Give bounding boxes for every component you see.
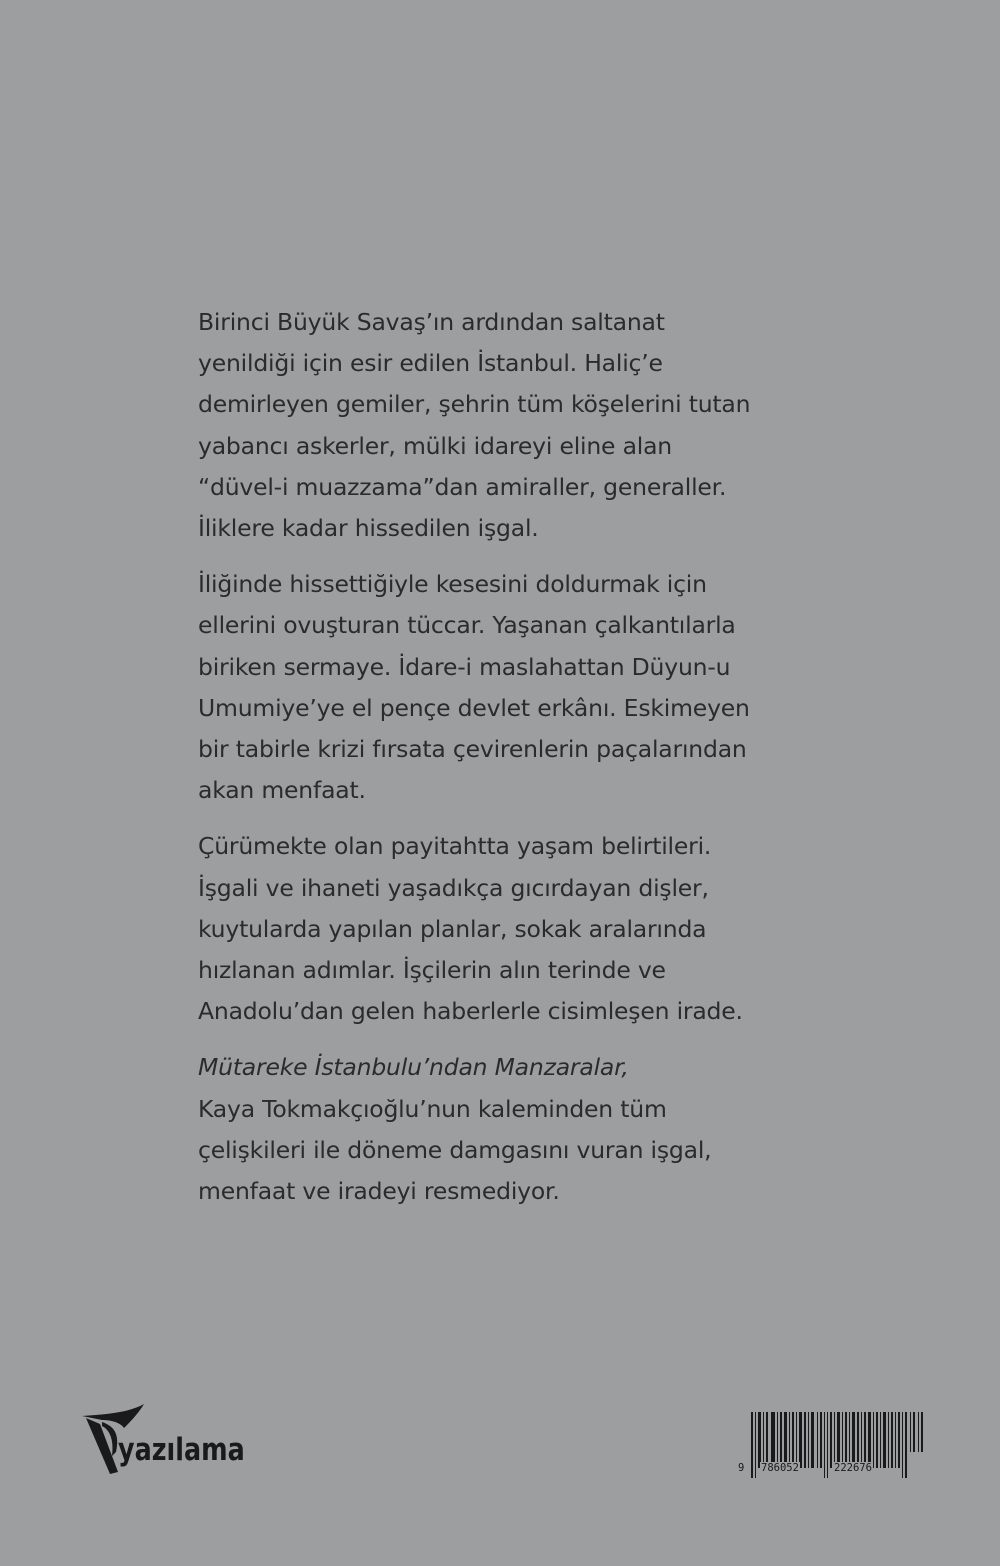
blurb-line: İliklere kadar hissedilen işgal. (198, 514, 539, 543)
publisher-logo-text: yazılama (118, 1432, 245, 1468)
blurb-line: bir tabirle krizi fırsata çevirenlerin paçalarından (198, 735, 747, 764)
blurb-paragraph-3 (198, 826, 838, 1032)
blurb-line: çelişkileri ile döneme damgasını vuran işgal, (198, 1135, 712, 1164)
blurb-line: “düvel-i muazzama”dan amiraller, generaller. (198, 472, 727, 501)
blurb-line: Anadolu’dan gelen haberlerle cisimleşen irade. (198, 997, 743, 1026)
blurb-line: Çürümekte olan payitahtta yaşam belirtileri. (198, 832, 712, 861)
blurb-line: Umumiye’ye el pençe devlet erkânı. Eskimeyen (198, 693, 750, 722)
blurb-line: yabancı askerler, mülki idareyi eline alan (198, 431, 673, 460)
blurb-line: İşgali ve ihaneti yaşadıkça gıcırdayan dişler, (198, 873, 709, 902)
blurb-line: akan menfaat. (198, 776, 366, 805)
back-cover-blurb (198, 302, 838, 1227)
barcode-digit-first: 9 (738, 1462, 745, 1474)
blurb-paragraph-4 (198, 1047, 838, 1212)
blurb-line: İliğinde hissettiğiyle kesesini doldurmak için (198, 570, 707, 599)
blurb-line: kuytularda yapılan planlar, sokak aralarında (198, 914, 707, 943)
blurb-line: hızlanan adımlar. İşçilerin alın terinde ve (198, 956, 666, 985)
barcode-digits-right: 222676 (834, 1462, 872, 1474)
book-title-line (198, 1047, 838, 1088)
blurb-line: menfaat ve iradeyi resmediyor. (198, 1177, 560, 1206)
blurb-line: biriken sermaye. İdare-i maslahattan Düyun-u (198, 652, 731, 681)
blurb-line: yenildiği için esir edilen İstanbul. Haliç’e (198, 349, 663, 378)
blurb-paragraph-2 (198, 564, 838, 811)
blurb-paragraph-1 (198, 302, 838, 549)
blurb-line: Birinci Büyük Savaş’ın ardından saltanat (198, 308, 665, 336)
blurb-line: ellerini ovuşturan tüccar. Yaşanan çalkantılarla (198, 611, 736, 640)
blurb-line: demirleyen gemiler, şehrin tüm köşelerini tutan (198, 390, 751, 419)
blurb-line: Kaya Tokmakçıoğlu’nun kaleminden tüm (198, 1094, 667, 1123)
book-title: Mütareke İstanbulu’ndan Manzaralar, (198, 1053, 629, 1082)
barcode-digits-left: 786052 (761, 1462, 799, 1474)
